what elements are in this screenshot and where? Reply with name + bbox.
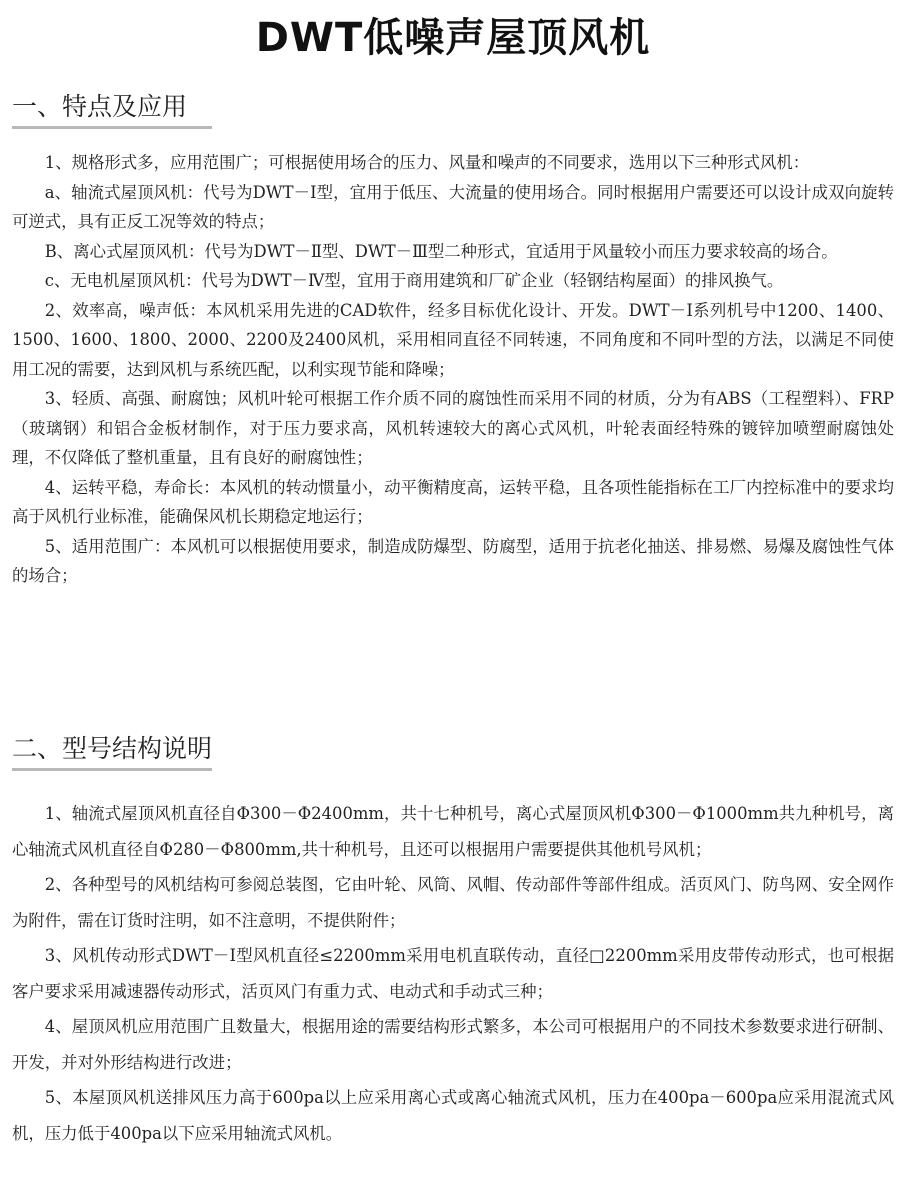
section-2-heading [12, 732, 212, 771]
section-2-heading-text: 二、型号结构说明 [12, 734, 213, 763]
paragraph: 3、风机传动形式DWT－Ⅰ型风机直径≤2200mm采用电机直联传动，直径□2200mm采用皮带传动形式，也可根据客户要求采用减速器传动形式，活页风门有重力式、电动式和手动式三种； [12, 946, 894, 1001]
paragraph: 1、规格形式多，应用范围广；可根据使用场合的压力、风量和噪声的不同要求，选用以下三种形式风机： [44, 153, 810, 172]
page-title: DWT低噪声屋顶风机 [255, 15, 651, 61]
section-2-body [12, 796, 894, 1151]
paragraph: 5、适用范围广：本风机可以根据使用要求，制造成防爆型、防腐型，适用于抗老化抽送、排易燃、易爆及腐蚀性气体的场合； [12, 536, 894, 585]
paragraph: B、离心式屋顶风机：代号为DWT－Ⅱ型、DWT－Ⅲ型二种形式，宜适用于风量较小而压力要求较高的场合。 [44, 241, 838, 261]
paragraph: 4、屋顶风机应用范围广且数量大，根据用途的需要结构形式繁多，本公司可根据用户的不同技术参数要求进行研制、开发，并对外形结构进行改进； [12, 1017, 894, 1072]
section-1-heading [12, 90, 212, 129]
section-2-underline [12, 768, 212, 771]
paragraph: 1、轴流式屋顶风机直径自Φ300－Φ2400mm，共十七种机号，离心式屋顶风机Φ300－Φ1000mm共九种机号，离心轴流式风机直径自Φ280－Φ800mm,共十种机号，且还可以根据用户需要提供其他机号风机； [12, 804, 894, 859]
section-1-body [12, 148, 894, 591]
paragraph: 2、各种型号的风机结构可参阅总装图，它由叶轮、风筒、风帽、传动部件等部件组成。活页风门、防鸟网、安全网作为附件，需在订货时注明，如不注意明，不提供附件； [12, 875, 894, 930]
paragraph: 3、轻质、高强、耐腐蚀；风机叶轮可根据工作介质不同的腐蚀性而采用不同的材质，分为有ABS（工程塑料）、FRP（玻璃钢）和铝合金板材制作，对于压力要求高，风机转速较大的离心式风机，叶轮表面经特殊的镀锌加喷塑耐腐蚀处理，不仅降低了整机重量，且有良好的耐腐蚀性； [12, 389, 894, 467]
paragraph: 2、效率高，噪声低：本风机采用先进的CAD软件，经多目标优化设计、开发。DWT－Ⅰ系列机号中1200、1400、1500、1600、1800、2000、2200及2400风机，采用相同直径不同转速，不同角度和不同叶型的方法，以满足不同使用工况的需要，达到风机与系统匹配，以利实现节能和降噪； [12, 300, 894, 379]
paragraph: c、无电机屋顶风机：代号为DWT－Ⅳ型，宜用于商用建筑和厂矿企业（轻钢结构屋面）的排风换气。 [44, 271, 784, 290]
section-1-underline [12, 126, 212, 129]
section-1-heading-text: 一、特点及应用 [12, 92, 188, 121]
paragraph: 5、本屋顶风机送排风压力高于600pa以上应采用离心式或离心轴流式风机，压力在400pa－600pa应采用混流式风机，压力低于400pa以下应采用轴流式风机。 [12, 1088, 894, 1143]
paragraph: 4、运转平稳，寿命长：本风机的转动惯量小，动平衡精度高，运转平稳，且各项性能指标在工厂内控标准中的要求均高于风机行业标准，能确保风机长期稳定地运行； [12, 477, 894, 526]
paragraph: a、轴流式屋顶风机：代号为DWT－Ⅰ型，宜用于低压、大流量的使用场合。同时根据用户需要还可以设计成双向旋转可逆式，具有正反工况等效的特点； [12, 182, 894, 231]
